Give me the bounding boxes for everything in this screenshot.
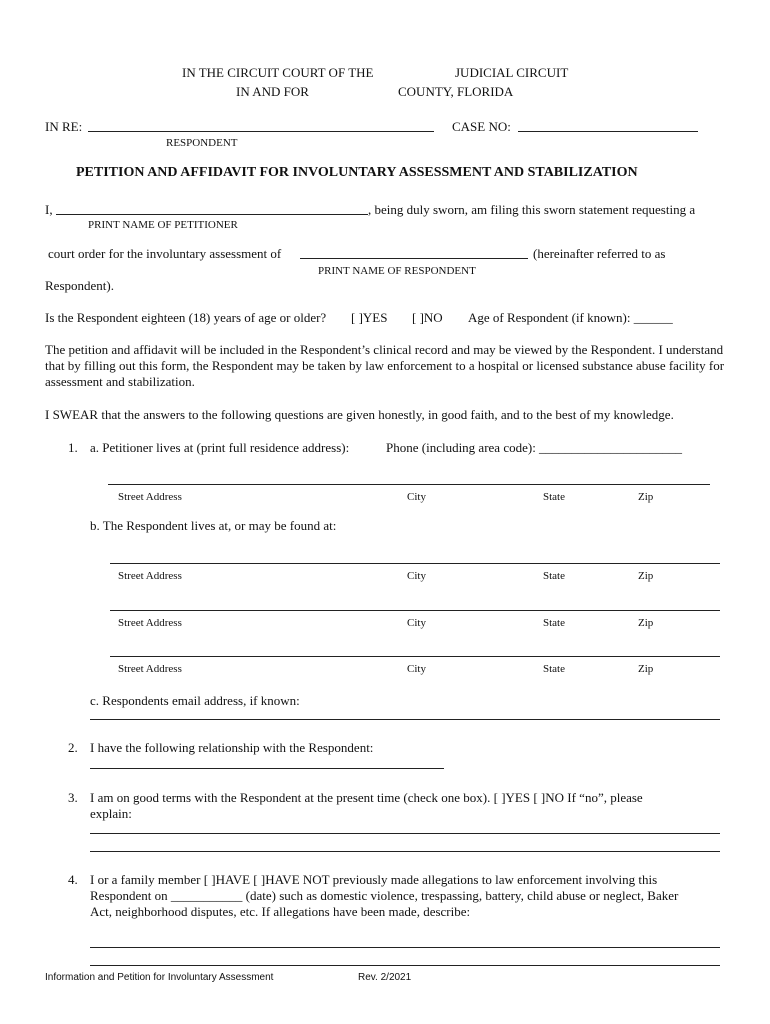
q4-number: 4. xyxy=(68,872,78,887)
q1c-text: c. Respondents email address, if known: xyxy=(90,693,300,708)
respondent-address-line-3[interactable] xyxy=(110,656,720,657)
respondent-name-caption: PRINT NAME OF RESPONDENT xyxy=(318,265,476,277)
hereinafter-text: (hereinafter referred to as xyxy=(533,246,666,261)
q4-line-3: Act, neighborhood disputes, etc. If allegations have been made, describe: xyxy=(90,904,471,919)
petitioner-address-line[interactable] xyxy=(108,484,710,485)
footer-revision: Rev. 2/2021 xyxy=(358,972,412,983)
q4-describe-line-2[interactable] xyxy=(90,965,720,966)
respondent-name-field[interactable] xyxy=(300,258,528,259)
intro-sworn-text: , being duly sworn, am filing this sworn statement requesting a xyxy=(368,202,696,217)
street-label: Street Address xyxy=(118,617,182,629)
state-label: State xyxy=(543,491,565,503)
zip-label: Zip xyxy=(638,663,654,675)
q1b-text: b. The Respondent lives at, or may be found at: xyxy=(90,518,337,533)
petitioner-name-field[interactable] xyxy=(56,214,368,215)
q4-line-1: I or a family member [ ]HAVE [ ]HAVE NOT previously made allegations to law enforcement involving this xyxy=(90,872,658,887)
q3-text: I am on good terms with the Respondent at the present time (check one box). [ ]YES [ ]NO If “no”, please xyxy=(90,790,643,805)
court-line-2b: COUNTY, FLORIDA xyxy=(398,84,514,99)
q2-number: 2. xyxy=(68,740,78,755)
age-field[interactable]: Age of Respondent (if known): ______ xyxy=(468,310,673,325)
phone-field[interactable]: Phone (including area code): ______________________ xyxy=(386,440,683,455)
petitioner-caption: PRINT NAME OF PETITIONER xyxy=(88,219,238,231)
street-label: Street Address xyxy=(118,491,182,503)
q4-line-2: Respondent on ___________ (date) such as domestic violence, trespassing, battery, child abuse or neglect, Baker xyxy=(90,888,679,903)
notice-paragraph: The petition and affidavit will be included in the Respondent’s clinical record and may be viewed by the Respondent. I understand that by filling out this form, the Respondent may be taken by law enforcement to a hospital or licensed substance abuse facility for assessment and stabilization. xyxy=(45,342,725,389)
zip-label: Zip xyxy=(638,617,654,629)
court-line-1b: JUDICIAL CIRCUIT xyxy=(455,65,569,80)
age-yes-checkbox[interactable]: [ ]YES xyxy=(351,310,388,325)
q3-text-explain: explain: xyxy=(90,806,132,821)
in-re-field[interactable] xyxy=(88,131,434,132)
street-label: Street Address xyxy=(118,663,182,675)
respondent-address-line-1[interactable] xyxy=(110,563,720,564)
zip-label: Zip xyxy=(638,570,654,582)
page-title: PETITION AND AFFIDAVIT FOR INVOLUNTARY ASSESSMENT AND STABILIZATION xyxy=(76,165,638,180)
footer-form-name: Information and Petition for Involuntary Assessment xyxy=(45,972,274,983)
relationship-field[interactable] xyxy=(90,768,444,769)
court-order-text: court order for the involuntary assessment of xyxy=(48,246,282,261)
state-label: State xyxy=(543,570,565,582)
respondent-caption: RESPONDENT xyxy=(166,137,238,149)
respondent-address-line-2[interactable] xyxy=(110,610,720,611)
age-question: Is the Respondent eighteen (18) years of age or older? xyxy=(45,310,327,325)
q3-explain-line-2[interactable] xyxy=(90,851,720,852)
age-no-checkbox[interactable]: [ ]NO xyxy=(412,310,443,325)
street-label: Street Address xyxy=(118,570,182,582)
respondent-close: Respondent). xyxy=(45,278,114,293)
court-line-1a: IN THE CIRCUIT COURT OF THE xyxy=(182,65,374,80)
q1-number: 1. xyxy=(68,440,78,455)
city-label: City xyxy=(407,617,426,629)
q1a-text: a. Petitioner lives at (print full residence address): xyxy=(90,440,350,455)
q4-describe-line-1[interactable] xyxy=(90,947,720,948)
court-line-2a: IN AND FOR xyxy=(236,84,309,99)
intro-i-label: I, xyxy=(45,202,53,217)
q3-explain-line-1[interactable] xyxy=(90,833,720,834)
q3-number: 3. xyxy=(68,790,78,805)
q2-text: I have the following relationship with the Respondent: xyxy=(90,740,374,755)
case-no-label: CASE NO: xyxy=(452,119,511,134)
city-label: City xyxy=(407,663,426,675)
in-re-label: IN RE: xyxy=(45,119,83,134)
state-label: State xyxy=(543,663,565,675)
city-label: City xyxy=(407,491,426,503)
city-label: City xyxy=(407,570,426,582)
state-label: State xyxy=(543,617,565,629)
case-no-field[interactable] xyxy=(518,131,698,132)
email-field[interactable] xyxy=(90,719,720,720)
zip-label: Zip xyxy=(638,491,654,503)
swear-statement: I SWEAR that the answers to the following questions are given honestly, in good faith, and to the best of my knowledge. xyxy=(45,407,674,422)
